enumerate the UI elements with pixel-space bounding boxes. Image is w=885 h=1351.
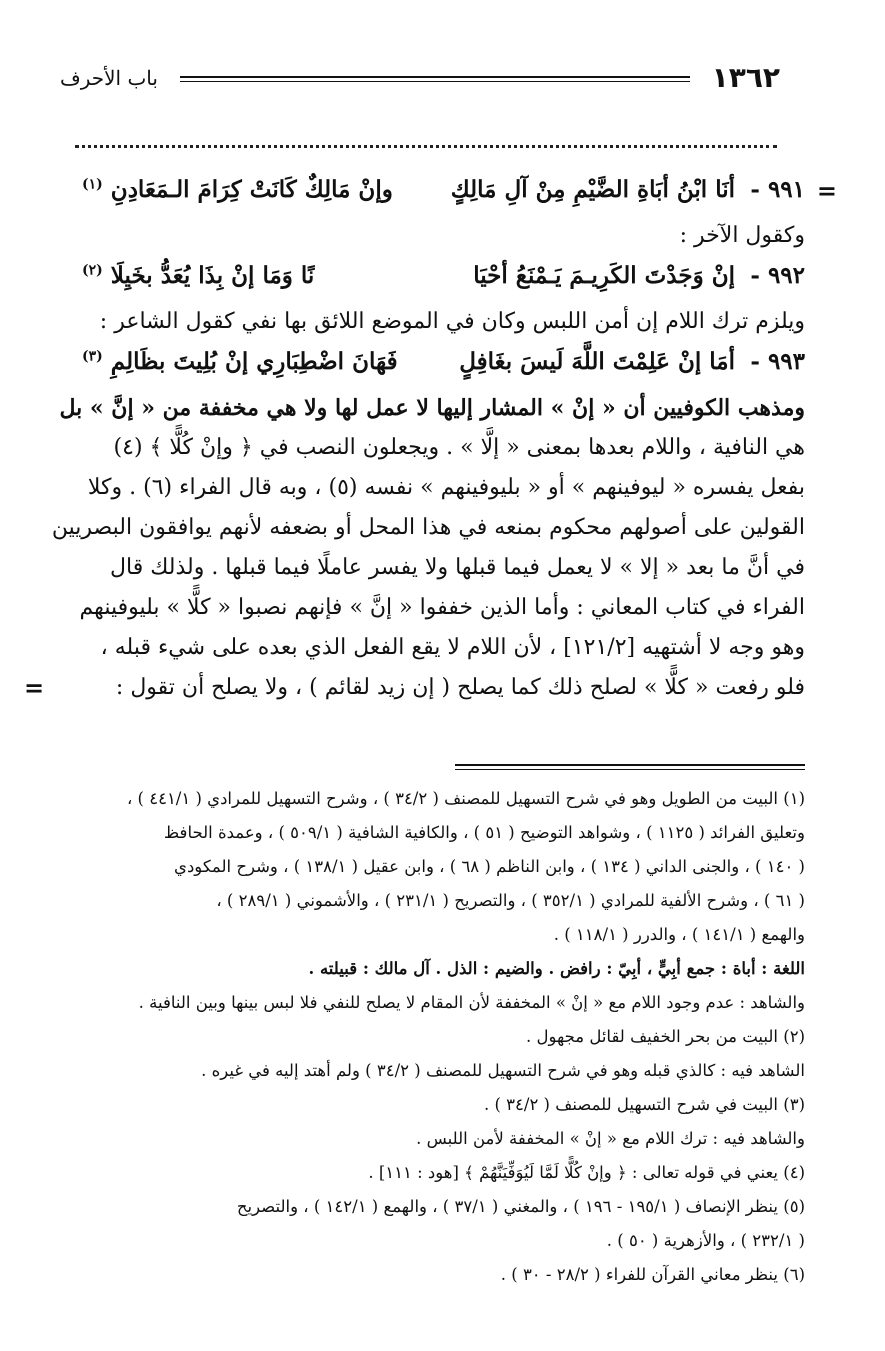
paragraph-line: في أنَّ ما بعد « إلا » لا يعمل فيما قبلها ولا يفسر عاملًا فيما قبلها . ولذلك قال <box>110 555 805 580</box>
continuation-mark: = <box>24 673 45 702</box>
page-number: ١٣٦٢ <box>711 61 780 94</box>
footnote-ref: (٣) <box>82 348 103 365</box>
footnote-ref: (٢) <box>82 262 103 279</box>
footnote-line: (٦) ينظر معاني القرآن للفراء ( ٢٨/٢ - ٣٠ ) . <box>500 1265 805 1284</box>
footnote-line: ( ٢٣٢/١ ) ، والأزهرية ( ٥٠ ) . <box>606 1231 805 1250</box>
second-hemistich: نًا وَمَا إنْ بِذَا يُعَدُّ بخَيِلَا $^{(٢)}$ <box>82 262 315 289</box>
first-hemistich: إنْ وَجَدْتَ الكَرِيـمَ يَـمْنَعُ أحْيَا <box>473 262 735 289</box>
footnote-line: ( ١٤٠ ) ، والجنى الداني ( ١٣٤ ) ، وابن الناظم ( ٦٨ ) ، وابن عقيل ( ١٣٨/١ ) ، وشرح المكودي <box>174 857 805 876</box>
verse-number: ٩٩٣ - <box>750 348 805 375</box>
continuation-mark: = <box>816 176 837 205</box>
dotted-separator <box>75 145 777 148</box>
footnote-line: (٢) البيت من بحر الخفيف لقائل مجهول . <box>526 1027 805 1046</box>
footnote-line: والهمع ( ١٤١/١ ) ، والدرر ( ١١٨/١ ) . <box>553 925 805 944</box>
footnote-line: والشاهد فيه : ترك اللام مع « إنْ » المخففة لأمن اللبس . <box>416 1129 805 1148</box>
verse-993 <box>72 342 805 388</box>
footnote-line: الشاهد فيه : كالذي قبله وهو في شرح التسهيل للمصنف ( ٣٤/٢ ) ولم أهتد إليه في غيره . <box>201 1061 805 1080</box>
chapter-title: باب الأحرف <box>60 66 158 90</box>
paragraph-line: القولين على أصولهم محكوم بمنعه في هذا المحل أو بضعفه لأنهم يوافقون البصريين <box>51 515 805 540</box>
paragraph-line: فلو رفعت « كلًّا » لصلح ذلك كما يصلح ( إن زيد لقائم ) ، ولا يصلح أن تقول : = <box>72 668 805 708</box>
footnote-line: (٣) البيت في شرح التسهيل للمصنف ( ٣٤/٢ ) . <box>483 1095 805 1114</box>
paragraph-line: بفعل يفسره « ليوفينهم » أو « بليوفينهم » نفسه (٥) ، وبه قال الفراء (٦) . وكلا <box>87 475 805 500</box>
page-header <box>60 58 780 98</box>
footnote-line: (٥) ينظر الإنصاف ( ١٩٥/١ - ١٩٦ ) ، والمغني ( ٣٧/١ ) ، والهمع ( ١٤٢/١ ) ، والتصريح <box>236 1197 805 1216</box>
footnote-rule <box>455 764 805 770</box>
footnote-line: (٤) يعني في قوله تعالى : ﴿ وإنْ كُلًّا لَمَّا لَيُوَفِّيَنَّهُمْ ﴾ [هود : ١١١] . <box>368 1163 805 1182</box>
text-line: وكقول الآخر : <box>679 223 805 248</box>
verse-number: ٩٩١ - <box>750 176 805 203</box>
verse-number: ٩٩٢ - <box>750 262 805 289</box>
paragraph-line: ومذهب الكوفيين أن « إنْ » المشار إليها لا عمل لها ولا هي مخففة من « إنَّ » بل <box>59 395 805 421</box>
footnote-line: وتعليق الفرائد ( ١١٢٥ ) ، وشواهد التوضيح ( ٥١ ) ، والكافية الشافية ( ٥٠٩/١ ) ، وعمدة الحافظ <box>163 823 805 842</box>
main-text <box>24 170 837 708</box>
paragraph-line: هي النافية ، واللام بعدها بمعنى « إلَّا » . ويجعلون النصب في ﴿ وإنْ كُلًّا ﴾ (٤) <box>113 435 805 460</box>
footnotes <box>75 782 805 1292</box>
first-hemistich: أنَا ابْنُ أبَاةِ الضَّيْمِ مِنْ آلِ مَالِكٍ <box>450 176 735 203</box>
footnote-line: (١) البيت من الطويل وهو في شرح التسهيل للمصنف ( ٣٤/٢ ) ، وشرح التسهيل للمرادي ( ٤٤١/١ ) ، <box>126 789 805 808</box>
text-line: ويلزم ترك اللام إن أمن اللبس وكان في الموضع اللائق بها نفي كقول الشاعر : <box>99 309 805 334</box>
verse-992 <box>72 256 805 302</box>
second-hemistich: وإنْ مَالِكٌ كَانَتْ كِرَامَ الـمَعَادِنِ $^{(١)}$ <box>82 176 393 203</box>
paragraph-line: وهو وجه لا أشتهيه [١٢١/٢] ، لأن اللام لا يقع الفعل الذي بعده على شيء قبله ، <box>100 635 805 660</box>
footnote-ref: (١) <box>82 176 103 193</box>
paragraph-line: الفراء في كتاب المعاني : وأما الذين خففوا « إنَّ » فإنهم نصبوا « كلًّا » بليوفينهم <box>79 595 805 620</box>
header-rule <box>180 76 690 82</box>
footnote-line: اللغة : أباة : جمع أبِيٍّ ، أبِيّ : رافض . والضيم : الذل . آل مالك : قبيلته . <box>308 959 805 978</box>
second-hemistich: فَهَانَ اضْطِبَارِي إنْ بُلِيتَ بظَالِمِ $^{(٣)}$ <box>82 348 398 375</box>
footnote-line: ( ٦١ ) ، وشرح الألفية للمرادي ( ٣٥٢/١ ) ، والتصريح ( ٢٣١/١ ) ، والأشموني ( ٢٨٩/١ ) ، <box>216 891 805 910</box>
verse-991 <box>72 170 837 216</box>
footnote-line: والشاهد : عدم وجود اللام مع « إنْ » المخففة لأن المقام لا يصلح للنفي فلا لبس بينها وبين النافية . <box>138 993 805 1012</box>
first-hemistich: أمَا إنْ عَلِمْتَ اللَّهَ لَيسَ بغَافِلٍ <box>459 348 735 375</box>
